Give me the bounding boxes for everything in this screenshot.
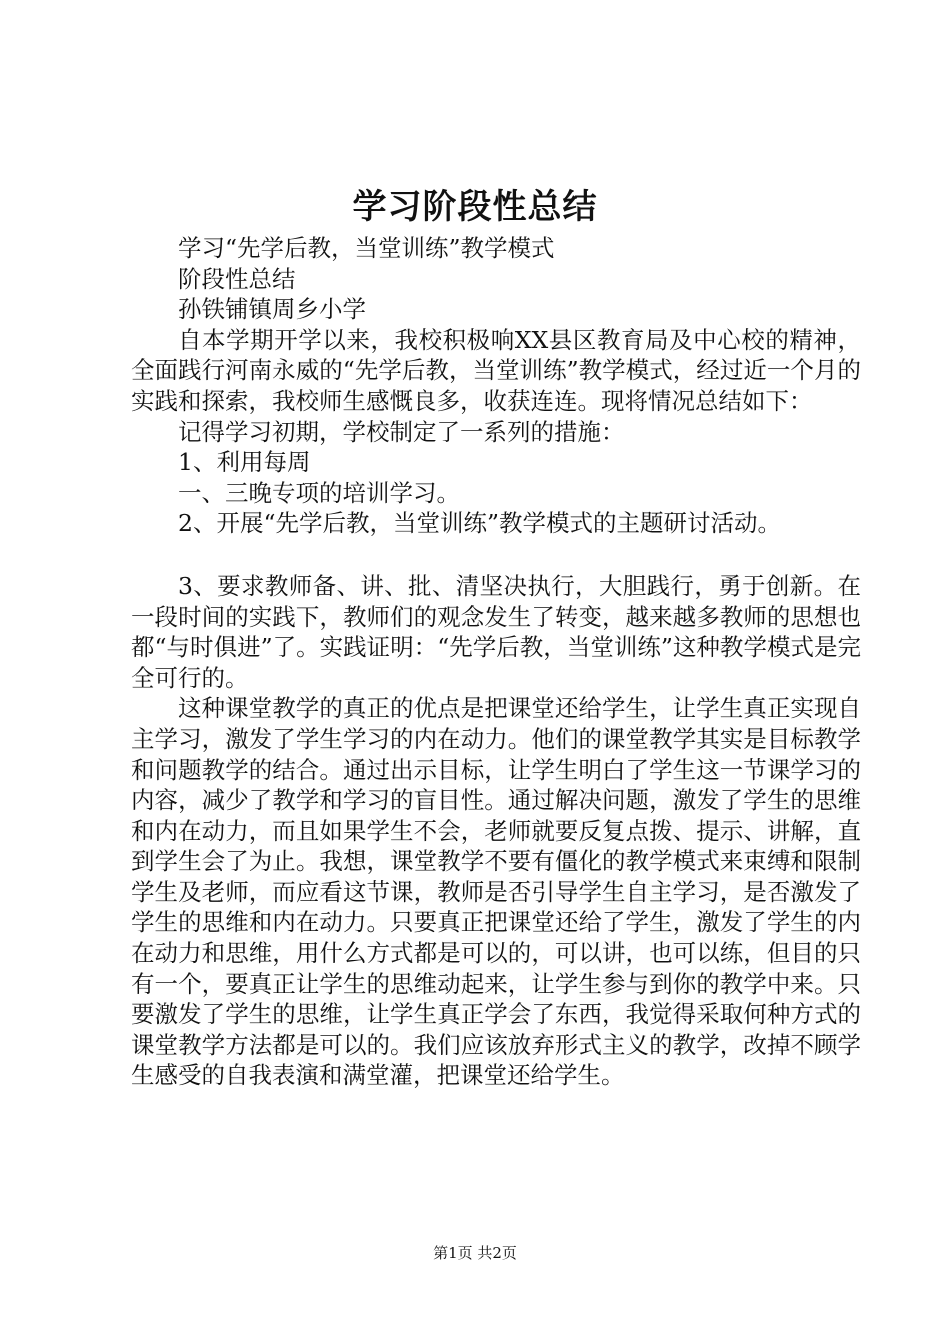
list-item: 2、开展“先学后教，当堂训练”教学模式的主题研讨活动。 (178, 509, 781, 538)
author-line: 孙铁铺镇周乡小学 (178, 295, 366, 324)
paragraph: 这种课堂教学的真正的优点是把课堂还给学生，让学生真正实现自主学习，激发了学生学习的内在动力。他们的课堂教学其实是目标教学和问题教学的结合。通过出示目标，让学生明白了学生这一节课学习的内容，减少了教学和学习的盲目性。通过解决问题，激发了学生的思维和内在动力，而且如果学生不会，老师就要反复点拨、提示、讲解，直到学生会了为止。我想，课堂教学不要有僵化的教学模式来束缚和限制学生及老师，而应看这节课，教师是否引导学生自主学习，是否激发了学生的思维和内在动力。只要真正把课堂还给了学生，激发了学生的内在动力和思维，用什么方式都是可以的，可以讲，也可以练，但目的只有一个，要真正让学生的思维动起来，让学生参与到你的教学中来。只要激发了学生的思维，让学生真正学会了东西，我觉得采取何种方式的课堂教学方法都是可以的。我们应该放弃形式主义的教学，改掉不顾学生感受的自我表演和满堂灌，把课堂还给学生。 (131, 694, 861, 1090)
paragraph: 自本学期开学以来，我校积极响XX县区教育局及中心校的精神，全面践行河南永威的“先学后教，当堂训练”教学模式，经过近一个月的实践和探索，我校师生感慨良多，收获连连。现将情况总结如下： (131, 325, 861, 415)
paragraph-spacer (131, 539, 861, 571)
document-title: 学习阶段性总结 (352, 187, 598, 227)
document-body (131, 233, 861, 1091)
list-item: 1、利用每周 (178, 448, 311, 477)
list-item: 一、三晚专项的培训学习。 (178, 478, 460, 507)
paragraph: 记得学习初期，学校制定了一系列的措施： (178, 417, 625, 446)
list-item: 3、要求教师备、讲、批、清坚决执行，大胆践行，勇于创新。在一段时间的实践下，教师们的观念发生了转变，越来越多教师的思想也都“与时俱进”了。实践证明：“先学后教，当堂训练”这种教学模式是完全可行的。 (131, 571, 861, 692)
subtitle-line: 阶段性总结 (178, 264, 296, 293)
subtitle-line: 学习“先学后教，当堂训练”教学模式 (178, 234, 555, 262)
page-footer: 第1页 共2页 (433, 1244, 517, 1262)
